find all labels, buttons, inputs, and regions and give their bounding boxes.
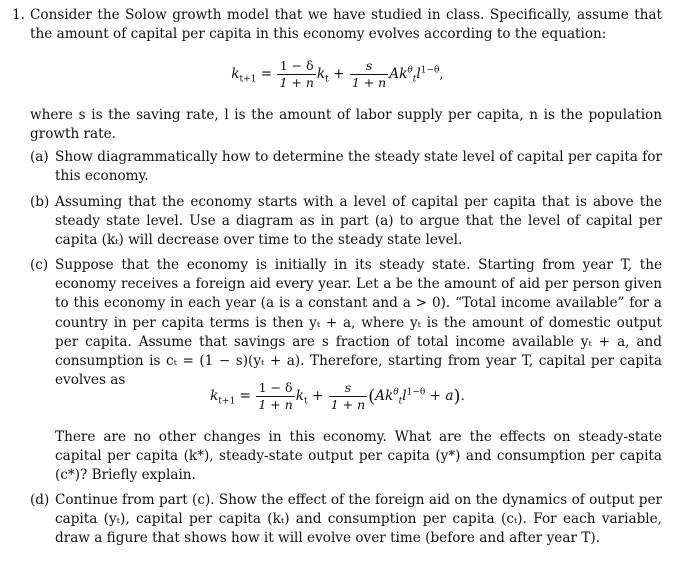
eq1-theta-sup: θ [407, 65, 413, 76]
eq1-labor: l [416, 66, 421, 82]
question-intro: Consider the Solow growth model that we have studied in class. Specifically, assume that the amount of capital per capita in this economy evolves according to the equation: [30, 7, 662, 43]
part-b [30, 193, 662, 251]
part-c [30, 256, 662, 390]
part-a-text: Show diagrammatically how to determine the steady state level of capital per capita for this economy. [55, 149, 662, 185]
eq1-f1-numerator: 1 − δ [277, 58, 315, 75]
eq2-plus-aid: + a [429, 388, 454, 404]
eq1-comma: , [439, 66, 444, 82]
eq1-f2-numerator: s [350, 58, 388, 75]
part-d [30, 491, 662, 549]
eq1-labor-sup: 1−θ [420, 65, 440, 76]
part-c-after-text: There are no other changes in this economy. What are the effects on steady-state capital per capita (k*), steady-state output per capita (y*) and consumption per capita (c*)? Briefly explain. [55, 429, 662, 484]
eq1-fraction-depreciation [277, 58, 315, 91]
eq1-f1-denominator: 1 + n [279, 75, 314, 90]
eq2-f1-numerator: 1 − δ [256, 380, 294, 397]
part-d-label: (d) [30, 492, 50, 508]
eq2-lhs-sub: t+1 [218, 396, 236, 407]
eq2-f2-denominator: 1 + n [330, 397, 366, 412]
eq2-open-paren: ( [368, 386, 376, 407]
eq2-lhs: k [210, 388, 219, 404]
eq1-production-term: Ak [389, 66, 408, 82]
eq1-lhs: k [231, 66, 240, 82]
question-number: 1. [12, 7, 25, 23]
eq2-period: . [460, 388, 465, 404]
where-clause: where s is the saving rate, l is the amount of labor supply per capita, n is the population growth rate. [30, 107, 662, 143]
eq2-labor-sup: 1−θ [406, 387, 426, 398]
eq2-equals: = [239, 388, 252, 404]
eq2-labor: l [402, 388, 407, 404]
part-c-text: Suppose that the economy is initially in its steady state. Starting from year T, the economy receives a foreign aid every year. Let a be the amount of aid per person given to this economy in each year (a is a constant and a > 0). “Total income available” for a country in per capita terms is then yₜ + a, where yₜ is the amount of domestic output per capita. Assume that savings are s fraction of total income available yₜ + a, and consumption is cₜ = (1 − s)(yₜ + a). Therefore, starting from year T, capital per capita evolves as [55, 257, 662, 389]
part-c-label: (c) [30, 257, 49, 273]
eq2-close-paren: ) [453, 386, 461, 407]
eq2-kt: k [295, 388, 305, 404]
eq1-kt-sub: t [325, 74, 329, 85]
part-b-label: (b) [30, 194, 50, 210]
eq1-fraction-saving [350, 58, 388, 91]
part-c-followup [30, 428, 662, 486]
eq2-plus: + [311, 388, 324, 404]
part-a-label: (a) [30, 149, 49, 165]
eq2-theta-sup: θ [393, 387, 399, 398]
eq2-fraction-saving [329, 380, 367, 413]
eq1-plus: + [333, 66, 345, 82]
eq1-f2-denominator: 1 + n [351, 75, 387, 90]
eq2-production-term: Ak [375, 388, 394, 404]
part-a [30, 148, 662, 186]
capital-equation [0, 58, 675, 91]
eq1-lhs-sub: t+1 [239, 74, 257, 85]
eq2-f1-denominator: 1 + n [258, 397, 293, 412]
part-d-text: Continue from part (c). Show the effect of the foreign aid on the dynamics of output per capita (yₜ), capital per capita (kₜ) and consumption per capita (cₜ). For each variable, draw a figure that shows how it will evolve over time (before and after year T). [55, 492, 662, 547]
eq2-term-sub: t [398, 396, 403, 407]
part-b-text: Assuming that the economy starts with a level of capital per capita that is above the steady state level. Use a diagram as in part (a) to argue that the level of capital per capita (kₜ) will decrease over time to the steady state level. [55, 194, 662, 249]
aid-capital-equation [0, 380, 675, 413]
eq2-f2-numerator: s [329, 380, 367, 397]
eq2-kt-sub: t [304, 396, 308, 407]
eq1-kt: k [316, 66, 326, 82]
eq1-equals: = [260, 66, 273, 82]
eq2-fraction-depreciation [256, 380, 294, 413]
eq1-term-sub: t [412, 74, 417, 85]
